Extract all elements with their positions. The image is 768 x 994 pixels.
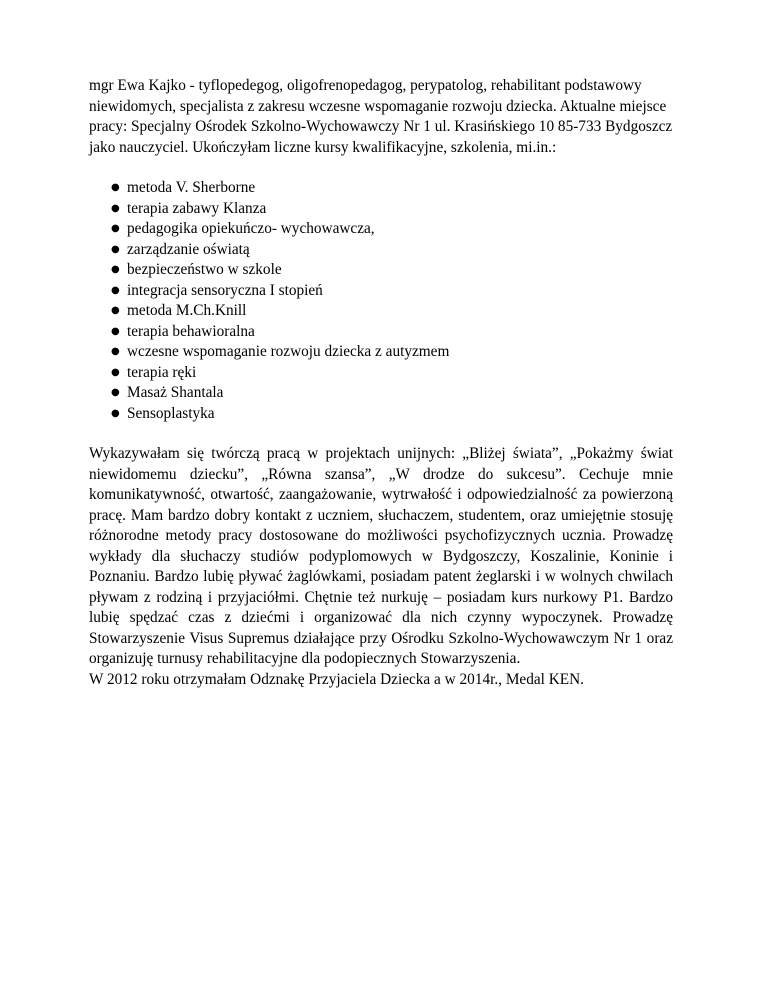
bullet-icon: ● (111, 366, 120, 378)
bullet-icon: ● (111, 182, 120, 193)
list-item-label: bezpieczeństwo w szkole (127, 261, 282, 278)
list-item-label: zarządzanie oświatą (127, 240, 250, 258)
bullet-icon: ● (111, 325, 120, 337)
courses-list (89, 178, 673, 424)
bullet-icon: ● (111, 284, 120, 296)
list-item-label: integracja sensoryczna I stopień (127, 281, 323, 299)
document-page (89, 76, 673, 690)
bullet-icon: ● (111, 305, 120, 316)
list-item-label: terapia zabawy Klanza (127, 199, 267, 217)
bullet-icon: ● (111, 346, 120, 357)
award-line: W 2012 roku otrzymałam Odznakę Przyjaciela Dziecka a w 2014r., Medal KEN. (89, 670, 584, 688)
list-item (89, 383, 673, 404)
list-item-label: metoda V. Sherborne (127, 179, 256, 196)
bullet-icon: ● (111, 243, 120, 255)
bullet-icon: ● (111, 407, 120, 419)
list-item-label: terapia behawioralna (127, 322, 255, 340)
bullet-icon: ● (111, 202, 120, 214)
list-item (89, 240, 673, 261)
bullet-icon: ● (111, 387, 120, 398)
list-item (89, 178, 673, 199)
list-item (89, 281, 673, 302)
list-item-label: metoda M.Ch.Knill (127, 302, 247, 319)
list-item (89, 301, 673, 322)
body-paragraph: Wykazywałam się twórczą pracą w projektach unijnych: „Bliżej świata”, „Pokażmy świat niewidomemu dziecku”, „Równa szansa”, „W drodze do sukcesu”. Cechuje mnie komunikatywność, otwartość, zaangażowanie, wytrwałość i odpowiedzialność za powierzoną pracę. Mam bardzo dobry kontakt z uczniem, słuchaczem, studentem, oraz umiejętnie stosuję różnorodne metody pracy dostosowane do możliwości psychofizycznych ucznia. Prowadzę wykłady dla słuchaczy studiów podyplomowych w Bydgoszczy, Koszalinie, Koninie i Poznaniu. Bardzo lubię pływać żaglówkami, posiadam patent żeglarski i w wolnych chwilach pływam z rodziną i przyjaciółmi. Chętnie też nurkuję – posiadam kurs nurkowy P1. Bardzo lubię spędzać czas z dziećmi i organizować dla nich czynny wypoczynek. Prowadzę Stowarzyszenie Visus Supremus działające przy Ośrodku Szkolno-Wychowawczym Nr 1 oraz organizuję turnusy rehabilitacyjne dla podopiecznych Stowarzyszenia. (89, 445, 673, 667)
list-item (89, 322, 673, 343)
bullet-icon: ● (111, 223, 120, 234)
list-item-label: Masaż Shantala (127, 384, 224, 401)
bullet-icon: ● (111, 264, 120, 275)
list-item (89, 260, 673, 281)
list-item-label: pedagogika opiekuńczo- wychowawcza, (127, 220, 375, 237)
list-item-label: wczesne wspomaganie rozwoju dziecka z autyzmem (127, 343, 450, 360)
list-item (89, 342, 673, 363)
list-item-label: terapia ręki (127, 363, 197, 381)
list-item (89, 219, 673, 240)
intro-paragraph: mgr Ewa Kajko - tyflopedegog, oligofrenopedagog, perypatolog, rehabilitant podstawowy niewidomych, specjalista z zakresu wczesne wspomaganie rozwoju dziecka. Aktualne miejsce pracy: Specjalny Ośrodek Szkolno-Wychowawczy Nr 1 ul. Krasińskiego 10 85-733 Bydgoszcz jako nauczyciel. Ukończyłam liczne kursy kwalifikacyjne, szkolenia, mi.in.: (89, 77, 673, 156)
list-item (89, 363, 673, 384)
list-item (89, 404, 673, 425)
list-item (89, 199, 673, 220)
list-item-label: Sensoplastyka (127, 404, 215, 422)
